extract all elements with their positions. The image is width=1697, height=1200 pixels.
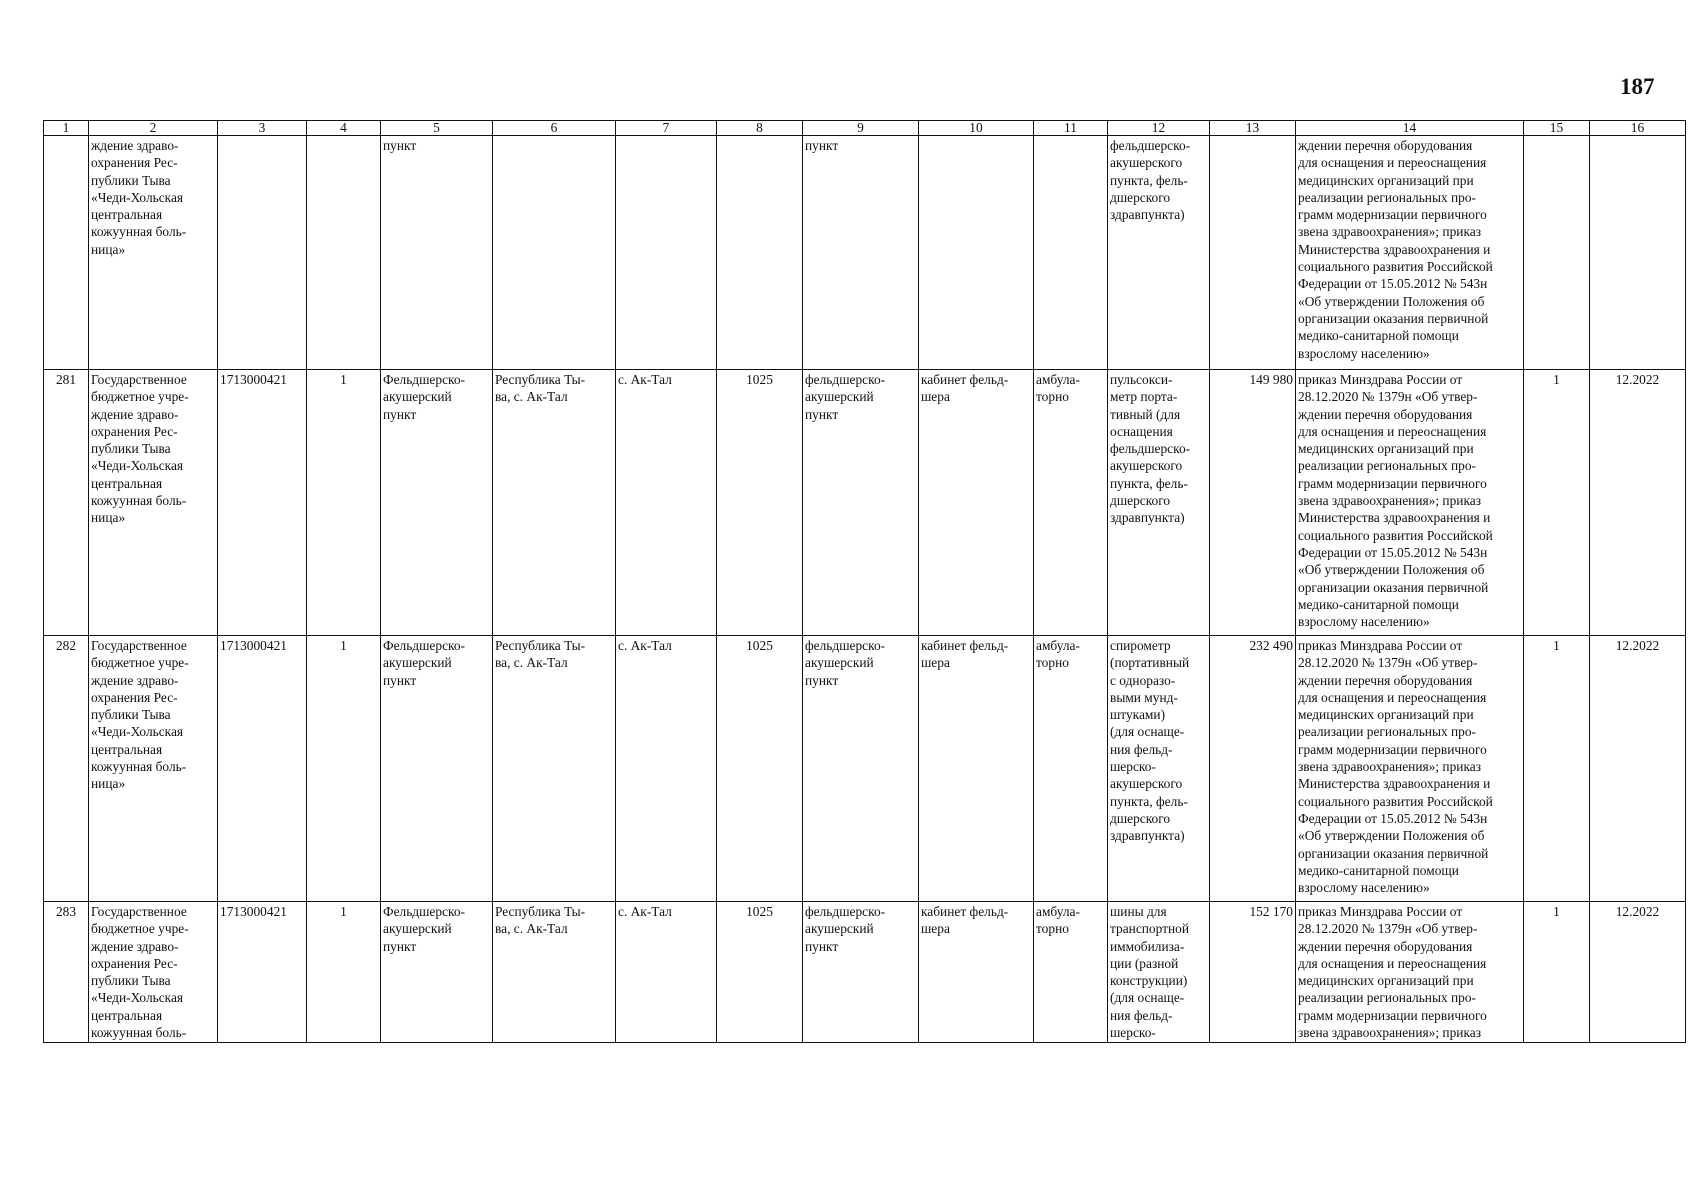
cell-num: 281	[44, 370, 89, 636]
col-header: 14	[1296, 121, 1524, 136]
cell-num: 282	[44, 636, 89, 902]
cell-org-text: Государственное бюджетное учре- ждение здраво- охранения Рес- публики Тыва «Чеди-Хольская центральная кожуунная боль- ница»	[91, 638, 189, 792]
cell-subdivision-text: фельдшерско- акушерский пункт	[805, 638, 886, 688]
cell-basis	[1296, 136, 1524, 370]
cell-settlement: с. Ак-Тал	[616, 636, 717, 902]
cell-mode	[1034, 636, 1108, 902]
cell-address	[493, 636, 616, 902]
col-header: 4	[307, 121, 381, 136]
cell-equipment-text: шины для транспортной иммобилиза- ции (разной конструкции) (для оснаще- ния фельд- шерско-	[1110, 904, 1190, 1041]
cell-equipment	[1108, 636, 1210, 902]
cell-org	[89, 370, 218, 636]
cell-obj-type-text: Фельдшерско- акушерский пункт	[383, 904, 465, 954]
cell-obj-type	[381, 370, 493, 636]
cell-room	[919, 370, 1034, 636]
cell-zip	[717, 136, 803, 370]
cell-obj-type	[381, 636, 493, 902]
col-header: 10	[919, 121, 1034, 136]
cell-address-text: Республика Ты- ва, с. Ак-Тал	[495, 904, 586, 937]
cell-basis	[1296, 636, 1524, 902]
register-table	[43, 120, 1686, 1043]
cell-zip: 1025	[717, 902, 803, 1043]
cell-price: 149 980	[1210, 370, 1296, 636]
cell-equipment-text: пульсокси- метр порта- тивный (для оснащения фельдшерско- акушерского пункта, фель- дшерского здравпункта)	[1110, 372, 1191, 526]
page-number: 187	[1620, 74, 1655, 99]
cell-date: 12.2022	[1590, 902, 1686, 1043]
cell-subdivision	[803, 636, 919, 902]
cell-qty-obj: 1	[307, 370, 381, 636]
cell-price	[1210, 136, 1296, 370]
table-row	[44, 902, 1686, 1043]
cell-subdivision-text: фельдшерско- акушерский пункт	[805, 372, 886, 422]
cell-code: 1713000421	[218, 902, 307, 1043]
cell-basis-text: приказ Минздрава России от 28.12.2020 № 1379н «Об утвер- ждении перечня оборудования для оснащения и переоснащения медицинских организаций при реализации региональных про- грамм модернизации первичного звена здравоохранения»; приказ	[1298, 904, 1487, 1041]
col-header: 8	[717, 121, 803, 136]
col-header: 2	[89, 121, 218, 136]
cell-org	[89, 136, 218, 370]
header-row	[44, 121, 1686, 136]
cell-count: 1	[1524, 902, 1590, 1043]
cell-mode	[1034, 370, 1108, 636]
cell-price: 152 170	[1210, 902, 1296, 1043]
cell-basis-text: приказ Минздрава России от 28.12.2020 № 1379н «Об утвер- ждении перечня оборудования для оснащения и переоснащения медицинских организаций при реализации региональных про- грамм модернизации первичного звена здравоохранения»; приказ Министерства здравоохранения и социального развития Российской Федерации от 15.05.2012 № 543н «Об утверждении Положения об организации оказания первичной медико-санитарной помощи взрослому населению»	[1298, 372, 1493, 630]
cell-num: 283	[44, 902, 89, 1043]
cell-address	[493, 370, 616, 636]
col-header: 5	[381, 121, 493, 136]
cell-org	[89, 902, 218, 1043]
cell-address-text: Республика Ты- ва, с. Ак-Тал	[495, 638, 586, 671]
cell-price: 232 490	[1210, 636, 1296, 902]
col-header: 16	[1590, 121, 1686, 136]
cell-obj-type-text: Фельдшерско- акушерский пункт	[383, 638, 465, 688]
cell-qty-obj: 1	[307, 636, 381, 902]
col-header: 15	[1524, 121, 1590, 136]
cell-mode	[1034, 136, 1108, 370]
cell-subdivision	[803, 902, 919, 1043]
cell-equipment-text: спирометр (портативный с одноразо- выми мунд- штуками) (для оснаще- ния фельд- шерско- акушерского пункта, фель- дшерского здравпункта)	[1110, 638, 1190, 844]
cell-org-text: Государственное бюджетное учре- ждение здраво- охранения Рес- публики Тыва «Чеди-Хольская центральная кожуунная боль- ница»	[91, 372, 189, 526]
cell-settlement	[616, 136, 717, 370]
cell-date: 12.2022	[1590, 636, 1686, 902]
cell-mode-text: амбула- торно	[1036, 638, 1080, 671]
col-header: 12	[1108, 121, 1210, 136]
col-header: 7	[616, 121, 717, 136]
table-row	[44, 136, 1686, 370]
cell-equipment-text: фельдшерско- акушерского пункта, фель- дшерского здравпункта)	[1110, 138, 1191, 223]
cell-equipment	[1108, 370, 1210, 636]
cell-room	[919, 136, 1034, 370]
cell-room	[919, 636, 1034, 902]
cell-code: 1713000421	[218, 636, 307, 902]
table-row	[44, 636, 1686, 902]
cell-settlement: с. Ак-Тал	[616, 902, 717, 1043]
cell-obj-type	[381, 136, 493, 370]
col-header: 6	[493, 121, 616, 136]
cell-qty-obj	[307, 136, 381, 370]
cell-address	[493, 136, 616, 370]
cell-address-text: Республика Ты- ва, с. Ак-Тал	[495, 372, 586, 405]
cell-date: 12.2022	[1590, 370, 1686, 636]
cell-count	[1524, 136, 1590, 370]
cell-room	[919, 902, 1034, 1043]
col-header: 9	[803, 121, 919, 136]
col-header: 11	[1034, 121, 1108, 136]
cell-subdivision	[803, 370, 919, 636]
cell-org	[89, 636, 218, 902]
table-row	[44, 370, 1686, 636]
cell-count: 1	[1524, 370, 1590, 636]
cell-equipment	[1108, 136, 1210, 370]
cell-mode-text: амбула- торно	[1036, 372, 1080, 405]
cell-room-text: кабинет фельд- шера	[921, 638, 1009, 671]
cell-room-text: кабинет фельд- шера	[921, 372, 1009, 405]
col-header: 1	[44, 121, 89, 136]
cell-code: 1713000421	[218, 370, 307, 636]
cell-zip: 1025	[717, 636, 803, 902]
cell-basis	[1296, 370, 1524, 636]
cell-count: 1	[1524, 636, 1590, 902]
cell-subdivision	[803, 136, 919, 370]
col-header: 3	[218, 121, 307, 136]
cell-subdivision-text: фельдшерско- акушерский пункт	[805, 904, 886, 954]
cell-basis-text: приказ Минздрава России от 28.12.2020 № 1379н «Об утвер- ждении перечня оборудования для оснащения и переоснащения медицинских организаций при реализации региональных про- грамм модернизации первичного звена здравоохранения»; приказ Министерства здравоохранения и социального развития Российской Федерации от 15.05.2012 № 543н «Об утверждении Положения об организации оказания первичной медико-санитарной помощи взрослому населению»	[1298, 638, 1493, 896]
cell-obj-type-text: Фельдшерско- акушерский пункт	[383, 372, 465, 422]
cell-mode-text: амбула- торно	[1036, 904, 1080, 937]
cell-room-text: кабинет фельд- шера	[921, 904, 1009, 937]
cell-settlement: с. Ак-Тал	[616, 370, 717, 636]
cell-basis	[1296, 902, 1524, 1043]
cell-num	[44, 136, 89, 370]
col-header: 13	[1210, 121, 1296, 136]
cell-zip: 1025	[717, 370, 803, 636]
cell-obj-type	[381, 902, 493, 1043]
cell-equipment	[1108, 902, 1210, 1043]
cell-obj-type-text: пункт	[383, 138, 417, 153]
cell-org-text: Государственное бюджетное учре- ждение здраво- охранения Рес- публики Тыва «Чеди-Хольская центральная кожуунная боль-	[91, 904, 189, 1041]
cell-date	[1590, 136, 1686, 370]
cell-subdivision-text: пункт	[805, 138, 839, 153]
cell-mode	[1034, 902, 1108, 1043]
cell-address	[493, 902, 616, 1043]
cell-code	[218, 136, 307, 370]
cell-basis-text: ждении перечня оборудования для оснащения и переоснащения медицинских организаций при реализации региональных про- грамм модернизации первичного звена здравоохранения»; приказ Министерства здравоохранения и социального развития Российской Федерации от 15.05.2012 № 543н «Об утверждении Положения об организации оказания первичной медико-санитарной помощи взрослому населению»	[1298, 138, 1493, 361]
cell-qty-obj: 1	[307, 902, 381, 1043]
cell-org-text: ждение здраво- охранения Рес- публики Тыва «Чеди-Хольская центральная кожуунная боль- ница»	[91, 138, 187, 257]
